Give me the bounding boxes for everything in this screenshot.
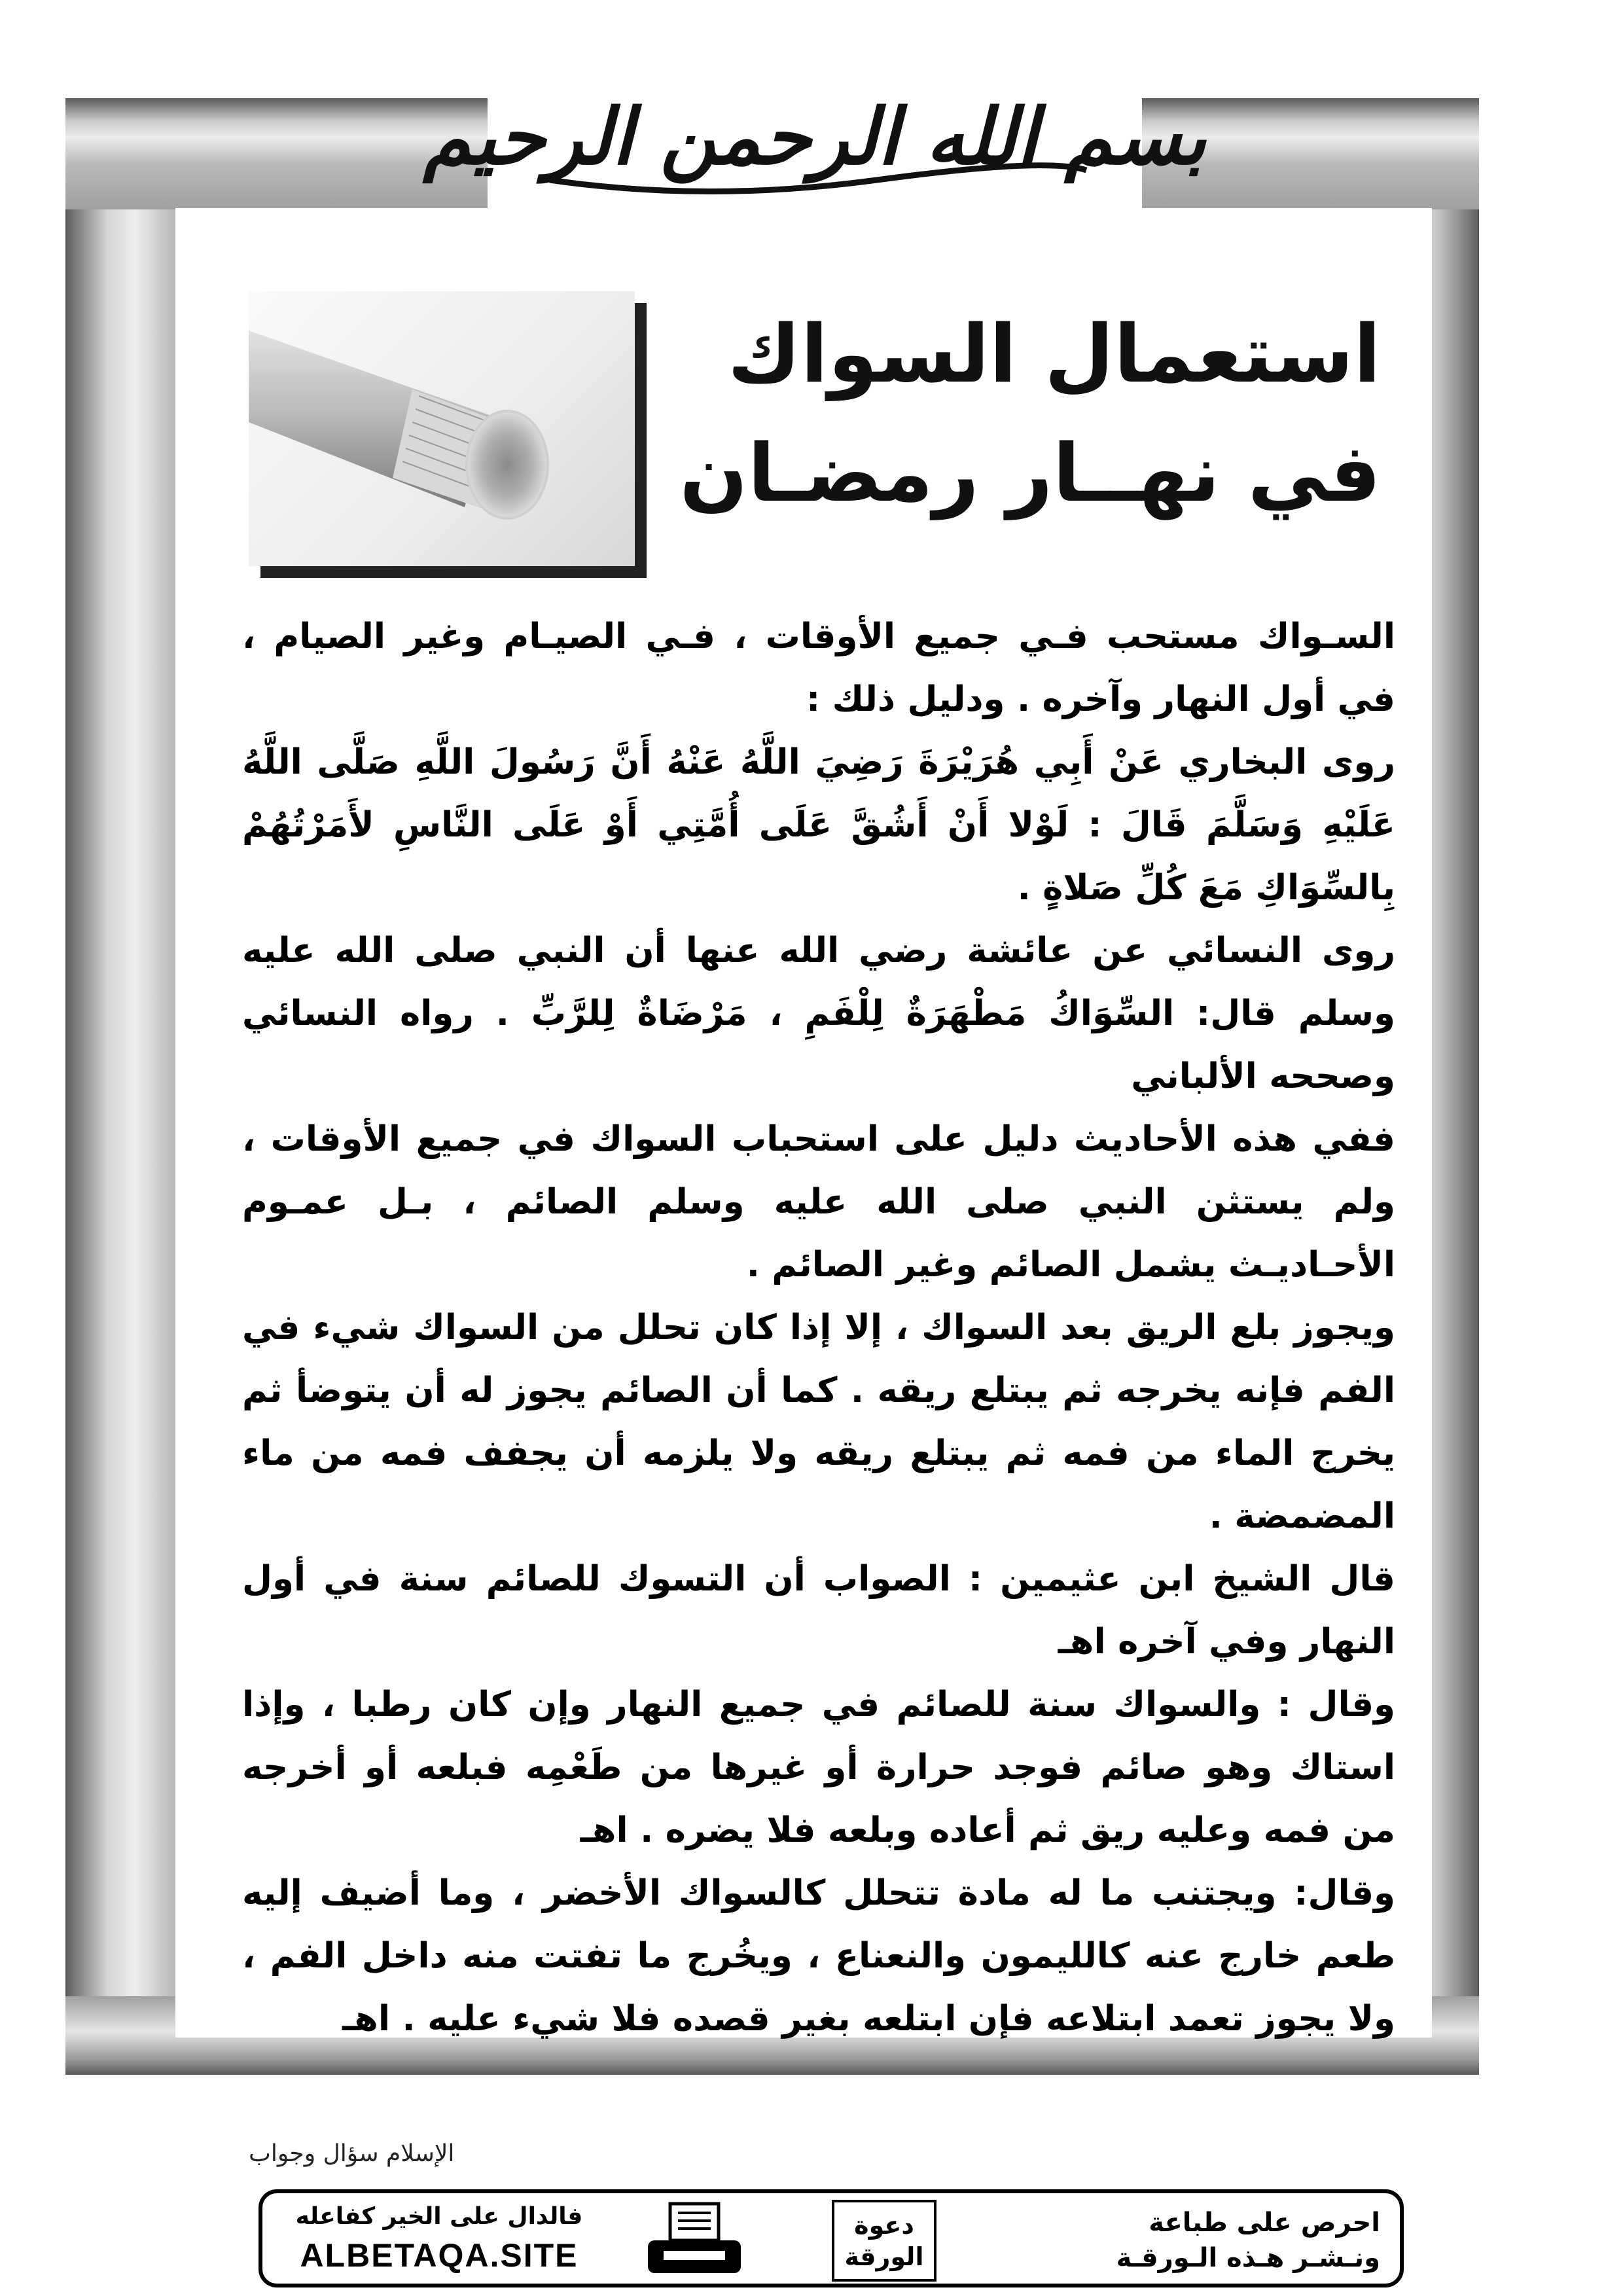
paragraph: وقال : والسواك سنة للصائم في جميع النهار وإن كان رطبا ، وإذا استاك وهو صائم فوجد حرارة أو غيرها من طَعْمِه فبلعه أو أخرجه من فمه وعليه ريق ثم أعاده وبلعه فلا يضره . اهـ [242,1685,1395,1850]
paragraph: قال الشيخ ابن عثيمين : الصواب أن التسوك للصائم سنة في أول النهار وفي آخره اهـ [242,1559,1395,1662]
footer-right-line-2: ونـشـر هـذه الـورقـة [1116,2243,1380,2273]
footer-right-line-1: احرص على طباعة [1149,2208,1380,2238]
article-body [242,605,1395,2051]
paragraph: ففي هذه الأحاديث دليل على استحباب السواك في جميع الأوقات ، ولم يستثن النبي صلى الله عليه وسلم الصائم ، بـل عمـوم الأحـاديـث يشمل الصائم وغير الصائم . [242,1119,1395,1285]
paragraph: روى البخاري عَنْ أَبِي هُرَيْرَةَ رَضِيَ اللَّهُ عَنْهُ أَنَّ رَسُولَ اللَّهِ صَلَّى اللَّهُ عَلَيْهِ وَسَلَّمَ قَالَ : لَوْلا أَنْ أَشُقَّ عَلَى أُمَّتِي أَوْ عَلَى النَّاسِ لأَمَرْتُهُمْ بِالسِّوَاكِ مَعَ كُلِّ صَلاةٍ . [242,742,1395,908]
miswak-stick-icon [249,291,635,566]
paragraph: وقال: ويجتنب ما له مادة تتحلل كالسواك الأخضر ، وما أضيف إليه طعم خارج عنه كالليمون والنعناع ، ويخُرج ما تفتت منه داخل الفم ، ولا يجوز تعمد ابتلاعه فإن ابتلعه بغير قصده فلا شيء عليه . اهـ [242,1873,1395,2039]
footer-banner [259,2189,1404,2287]
page-title [668,295,1381,533]
paragraph: ويجوز بلع الريق بعد السواك ، إلا إذا كان تحلل من السواك شيء في الفم فإنه يخرجه ثم يبتلع ريقه . كما أن الصائم يجوز له أن يتوضأ ثم يخرج الماء من فمه ثم يبتلع ريقه ولا يلزمه أن يجفف فمه من ماء المضمضة . [242,1308,1395,1536]
logo-line-1: دعوة [854,2210,914,2240]
miswak-photo [249,291,635,566]
source-credit: الإسلام سؤال وجواب [249,2140,455,2167]
bismillah-calligraphy [423,39,1207,216]
printer-icon [645,2202,743,2280]
footer-right [1066,2205,1380,2276]
bismillah-text: بسم الله الرحمن الرحيم [423,91,1207,182]
paragraph: السـواك مستحب فـي جميع الأوقات ، فـي الصيـام وغير الصيام ، في أول النهار وآخره . ودليل ذلك : [242,617,1395,719]
footer-slogan: فالدال على الخير كفاعله [295,2203,583,2230]
paragraph: روى النسائي عن عائشة رضي الله عنها أن النبي صلى الله عليه وسلم قال: السِّوَاكُ مَطْهَرَةٌ لِلْفَمِ ، مَرْضَاةٌ لِلرَّبِّ . رواه النسائي وصححه الألباني [242,931,1395,1096]
logo-line-2: الورقة [844,2242,924,2271]
title-line-1: استعمال السواك [727,308,1381,401]
footer-site-link[interactable]: ALBETAQA.SITE [300,2237,579,2274]
dawa-logo [832,2200,936,2282]
footer-left [282,2198,596,2276]
title-line-2: في نهــار رمضـان [679,427,1381,520]
